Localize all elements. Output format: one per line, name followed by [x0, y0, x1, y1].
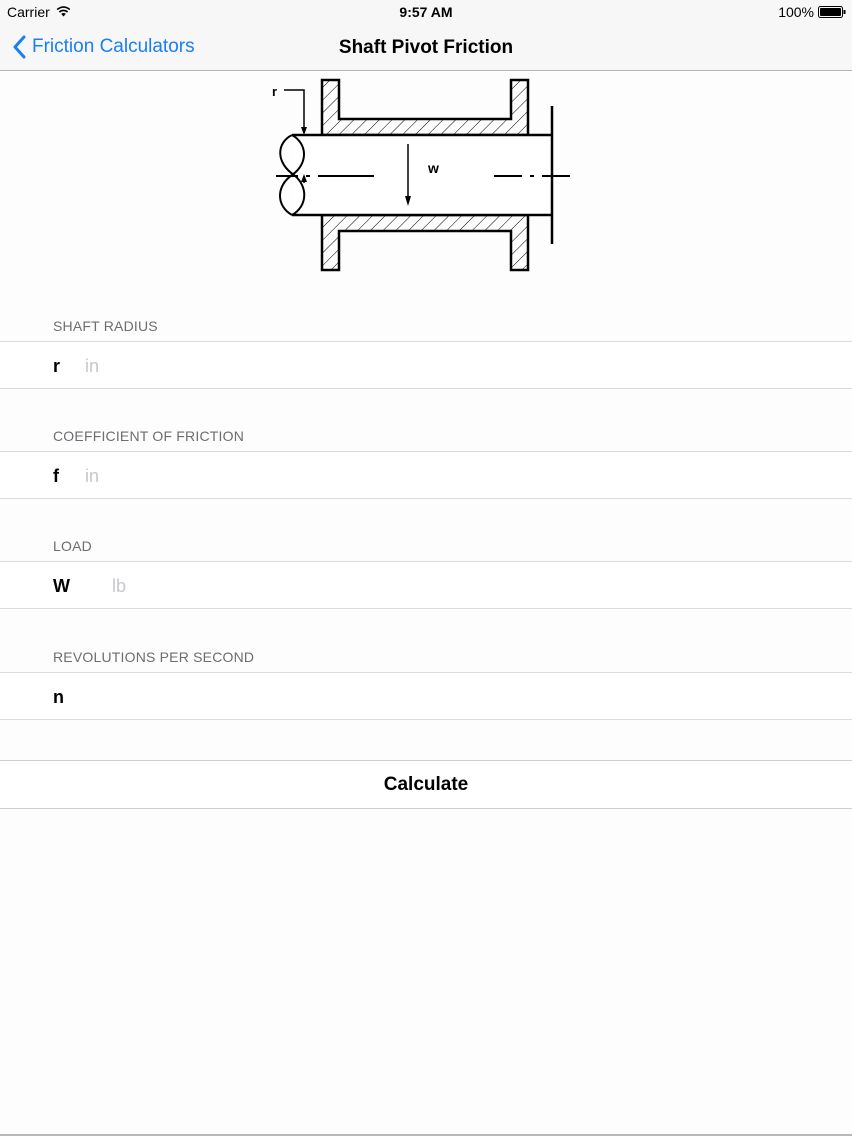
coefficient-row [0, 451, 852, 499]
section-header-revolutions-per-second: REVOLUTIONS PER SECOND [53, 649, 255, 665]
status-time: 9:57 AM [399, 4, 453, 20]
load-input[interactable] [112, 570, 712, 602]
shaft-radius-input[interactable] [85, 350, 685, 382]
section-header-load: LOAD [53, 538, 92, 554]
calculate-button[interactable] [0, 760, 852, 809]
status-bar [0, 0, 852, 24]
coefficient-of-friction-input[interactable] [85, 460, 685, 492]
variable-label-w: W [53, 576, 70, 596]
variable-label-f: f [53, 466, 59, 486]
page-title: Shaft Pivot Friction [338, 37, 514, 58]
shaft-pivot-diagram [268, 78, 574, 274]
battery-icon [818, 6, 846, 18]
back-button-label: Friction Calculators [32, 36, 195, 57]
shaft-radius-row [0, 341, 852, 389]
calculator-form [0, 72, 852, 1134]
section-header-shaft-radius: SHAFT RADIUS [53, 318, 158, 334]
variable-label-r: r [53, 356, 61, 376]
battery-percentage: 100% [778, 4, 814, 20]
load-row [0, 561, 852, 609]
diagram-label-r: r [272, 84, 278, 99]
revolutions-row [0, 672, 852, 720]
variable-label-n: n [53, 687, 64, 707]
navigation-bar [0, 24, 852, 71]
diagram-label-w: w [428, 160, 439, 176]
carrier-label: Carrier [7, 4, 50, 20]
calculate-button-label: Calculate [383, 774, 469, 795]
revolutions-per-second-input[interactable] [85, 681, 685, 713]
section-header-coefficient-of-friction: COEFFICIENT OF FRICTION [53, 428, 245, 444]
